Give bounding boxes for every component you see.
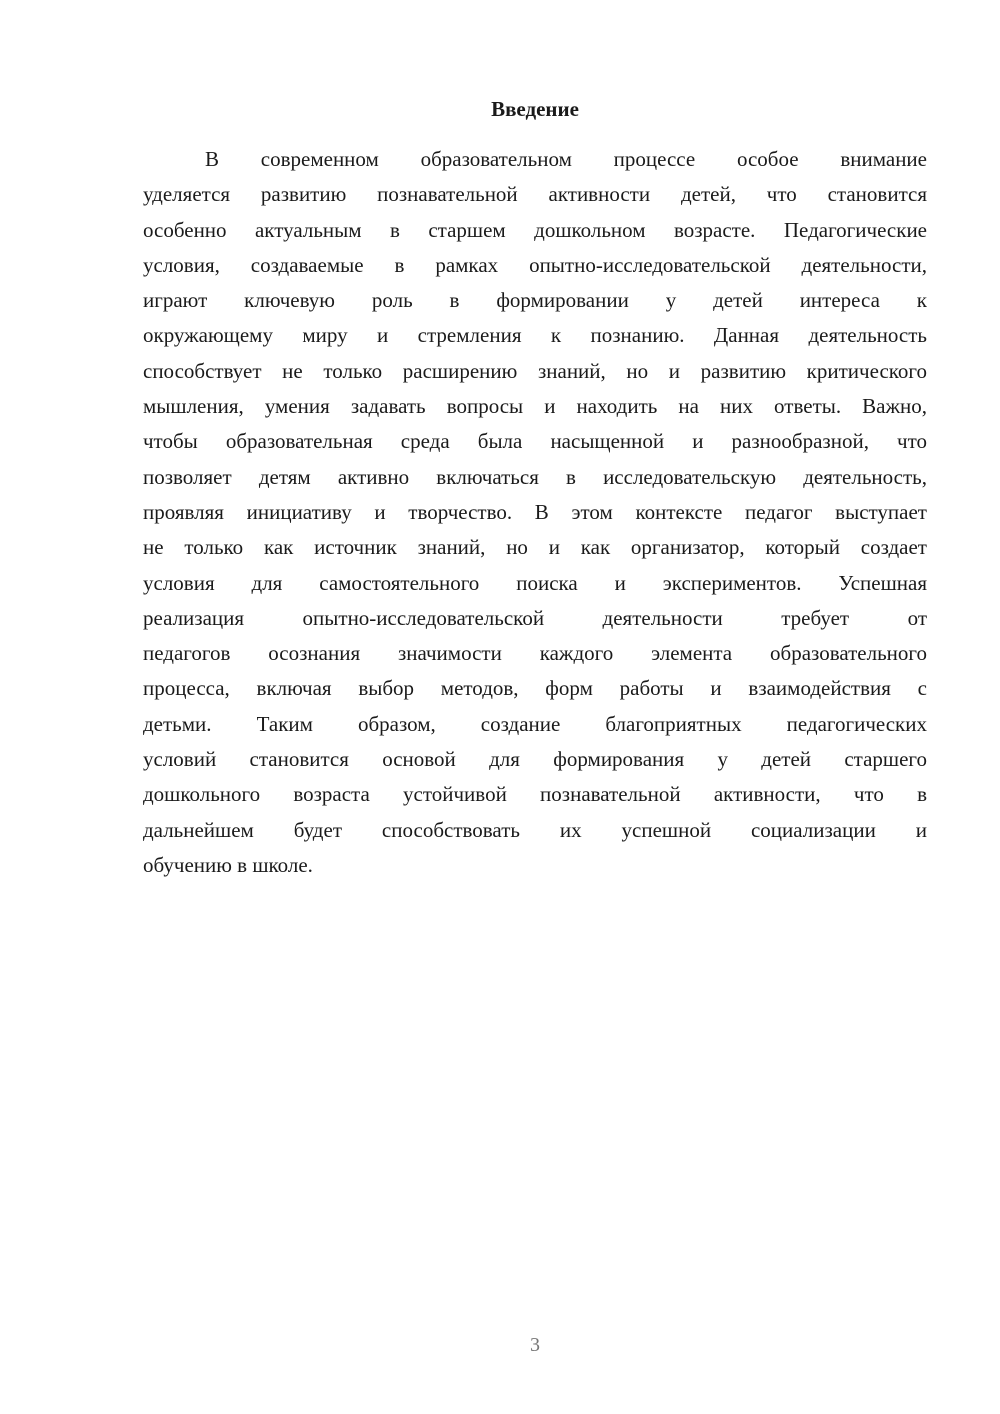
paragraph-line: процесса, включая выбор методов, форм работы и взаимодействия с xyxy=(143,676,927,701)
paragraph-line: мышления, умения задавать вопросы и находить на них ответы. Важно, xyxy=(143,394,927,419)
paragraph-line: реализация опытно-исследовательской деятельности требует от xyxy=(143,605,927,630)
paragraph-line: условия для самостоятельного поиска и экспериментов. Успешная xyxy=(143,570,927,595)
paragraph-line: позволяет детям активно включаться в исследовательскую деятельность, xyxy=(143,464,927,489)
paragraph-line: способствует не только расширению знаний, но и развитию критического xyxy=(143,358,927,383)
section-heading: Введение xyxy=(491,97,579,121)
paragraph-line: обучению в школе. xyxy=(143,852,313,877)
paragraph-line: проявляя инициативу и творчество. В этом контексте педагог выступает xyxy=(143,499,927,524)
paragraph-line: окружающему миру и стремления к познанию. Данная деятельность xyxy=(143,323,927,348)
paragraph-line: играют ключевую роль в формировании у детей интереса к xyxy=(143,288,927,313)
paragraph-line: детьми. Таким образом, создание благоприятных педагогических xyxy=(143,711,927,736)
paragraph-line: дальнейшем будет способствовать их успешной социализации и xyxy=(143,817,927,842)
paragraph-line: дошкольного возраста устойчивой познавательной активности, что в xyxy=(143,782,927,807)
paragraph-line: условия, создаваемые в рамках опытно-исследовательской деятельности, xyxy=(143,252,927,277)
paragraph-line: особенно актуальным в старшем дошкольном возрасте. Педагогические xyxy=(143,217,927,242)
paragraph-line: уделяется развитию познавательной активности детей, что становится xyxy=(143,182,927,207)
paragraph-line: педагогов осознания значимости каждого элемента образовательного xyxy=(143,641,927,666)
paragraph-line: условий становится основой для формирования у детей старшего xyxy=(143,747,927,772)
paragraph-line: чтобы образовательная среда была насыщенной и разнообразной, что xyxy=(143,429,927,454)
paragraph-line: В современном образовательном процессе особое внимание xyxy=(205,147,927,171)
body-paragraph xyxy=(143,142,927,883)
page-number: 3 xyxy=(530,1334,540,1356)
paragraph-line: не только как источник знаний, но и как организатор, который создает xyxy=(143,535,927,560)
